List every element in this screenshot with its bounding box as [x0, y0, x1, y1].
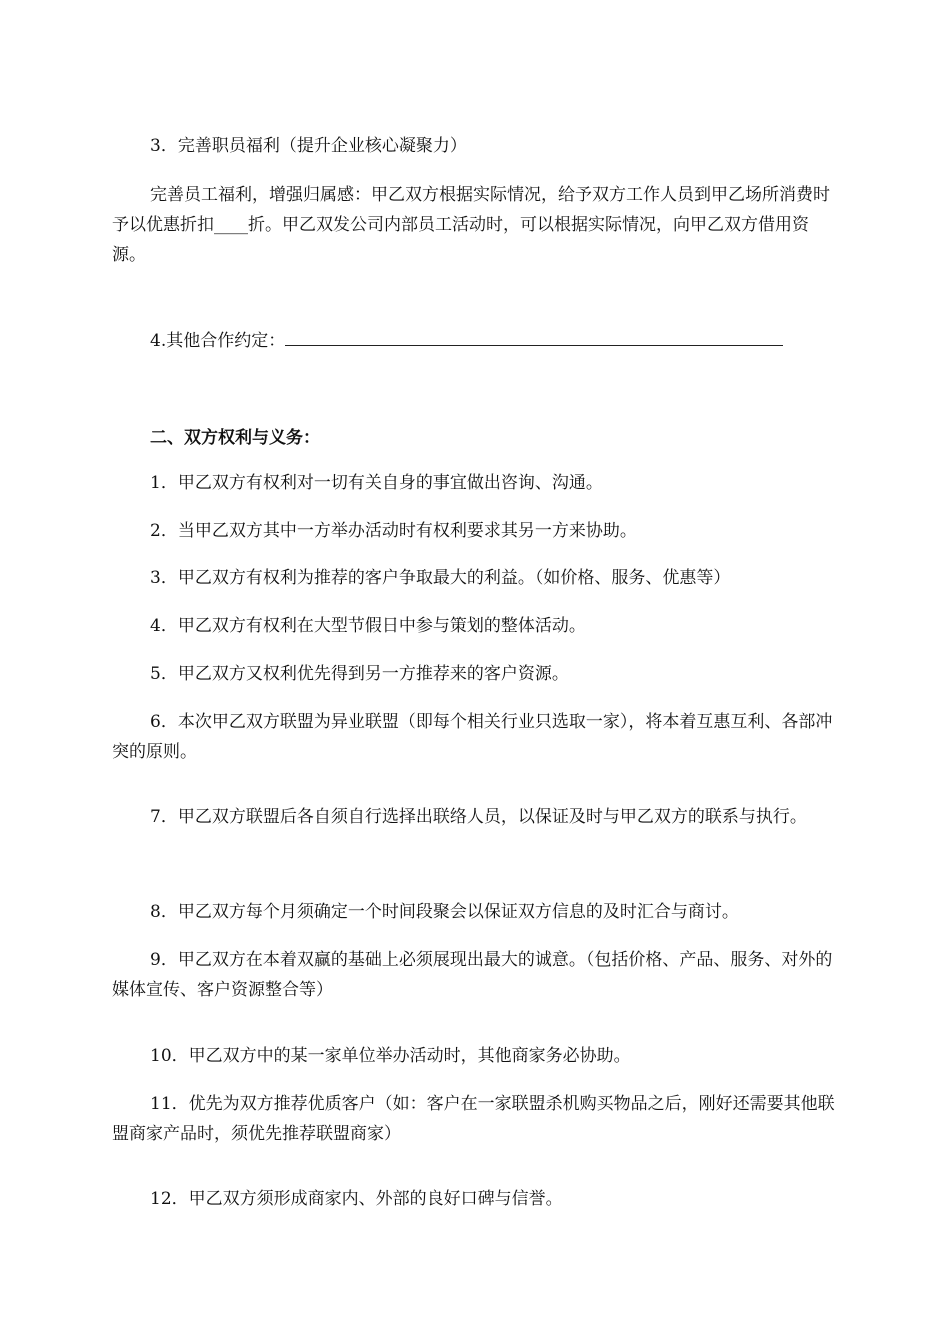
rights-item-11: 11．优先为双方推荐优质客户（如：客户在一家联盟杀机购买物品之后，刚好还需要其他联盟商家产品时，须优先推荐联盟商家）: [112, 1094, 835, 1144]
rights-item-7: 7．甲乙双方联盟后各自须自行选择出联络人员，以保证及时与甲乙双方的联系与执行。: [150, 807, 807, 827]
item4-other-agreement: [112, 326, 842, 356]
rights-item-3: 3．甲乙双方有权利为推荐的客户争取最大的利益。（如价格、服务、优惠等）: [150, 568, 731, 588]
rights-item-2: 2．当甲乙双方其中一方举办活动时有权利要求其另一方来协助。: [150, 521, 637, 541]
rights-item-9: 9．甲乙双方在本着双赢的基础上必须展现出最大的诚意。（包括价格、产品、服务、对外的媒体宣传、客户资源整合等）: [112, 950, 833, 1000]
rights-item-10: 10．甲乙双方中的某一家单位举办活动时，其他商家务必协助。: [150, 1046, 631, 1066]
rights-item-8: 8．甲乙双方每个月须确定一个时间段聚会以保证双方信息的及时汇合与商讨。: [150, 902, 739, 922]
rights-item-5: 5．甲乙双方又权利优先得到另一方推荐来的客户资源。: [150, 664, 569, 684]
item3-title: 3．完善职员福利（提升企业核心凝聚力）: [150, 136, 467, 156]
rights-item-1: 1．甲乙双方有权利对一切有关自身的事宜做出咨询、沟通。: [150, 473, 603, 493]
rights-item-12: 12．甲乙双方须形成商家内、外部的良好口碑与信誉。: [150, 1189, 563, 1209]
item3-body: 完善员工福利，增强归属感：甲乙双方根据实际情况，给予双方工作人员到甲乙场所消费时予以优惠折扣____折。甲乙双发公司内部员工活动时，可以根据实际情况，向甲乙双方借用资源。: [112, 185, 830, 265]
rights-item-4: 4．甲乙双方有权利在大型节假日中参与策划的整体活动。: [150, 616, 586, 636]
rights-item-6: 6．本次甲乙双方联盟为异业联盟（即每个相关行业只选取一家），将本着互惠互利、各部冲突的原则。: [112, 712, 833, 762]
item4-label: 4.其他合作约定：: [150, 331, 286, 351]
section2-heading: 二、双方权利与义务：: [150, 428, 320, 448]
item4-blank-line: [285, 345, 783, 346]
